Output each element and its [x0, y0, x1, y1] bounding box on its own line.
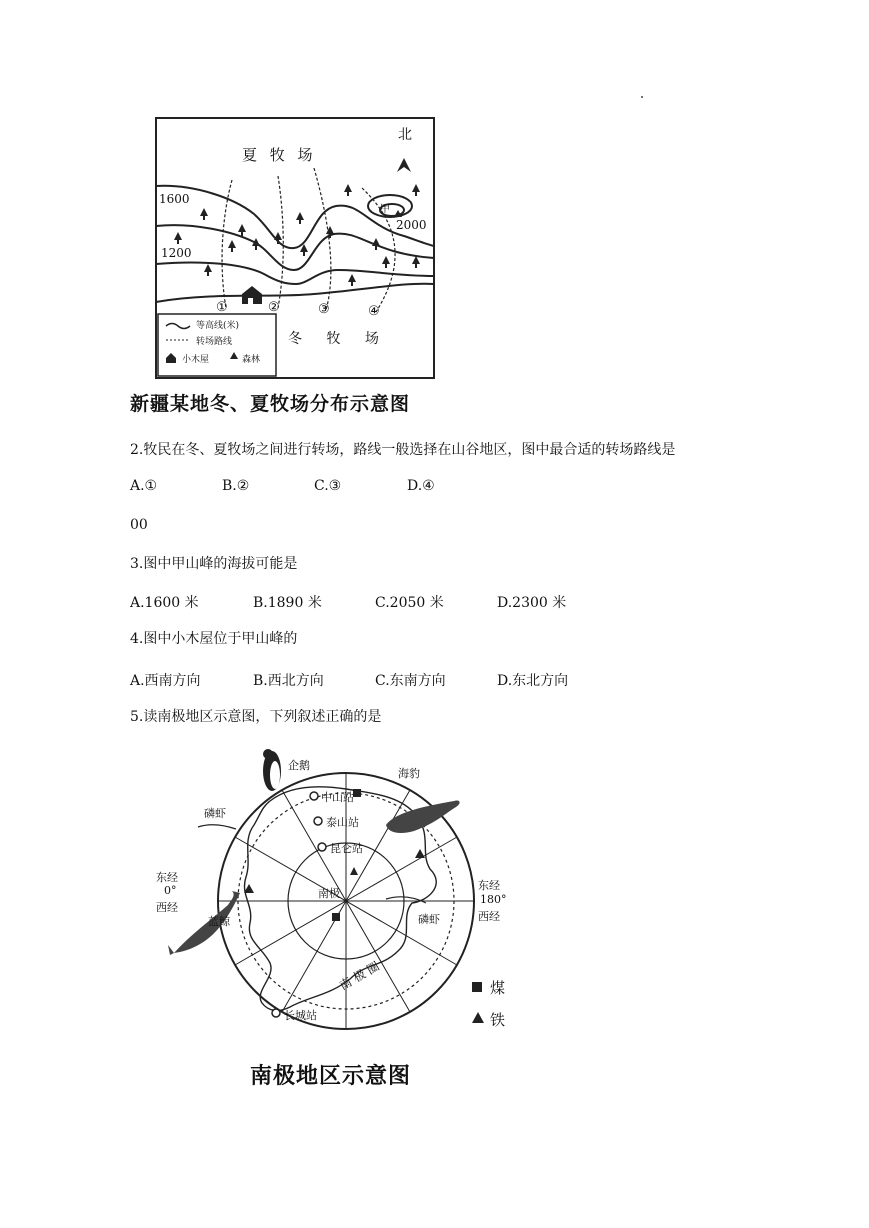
q3-option-d: D.2300 米 — [497, 595, 567, 611]
q4-option-c: C.东南方向 — [375, 673, 446, 689]
krill-icon — [198, 825, 426, 903]
kunlun-station-marker — [318, 843, 326, 851]
antarctic-circle-label: 南 极 圈 — [337, 958, 382, 993]
q4-option-d: D.东北方向 — [497, 673, 569, 689]
figure-pasture-map — [154, 114, 436, 380]
east-longitude-left: 东经 — [156, 871, 178, 884]
stray-dot — [641, 96, 643, 98]
winter-pasture-label: 冬 牧 场 — [288, 331, 389, 347]
iron-symbol — [244, 884, 254, 893]
contour-label-2000: 2000 — [396, 218, 427, 232]
taishan-station-marker — [314, 817, 322, 825]
krill-right-label: 磷虾 — [418, 913, 440, 926]
question-5-stem: 5.读南极地区示意图，下列叙述正确的是 — [130, 709, 382, 725]
taishan-label: 泰山站 — [326, 816, 359, 829]
changcheng-label: 长城站 — [284, 1009, 317, 1022]
zero-degree-label: 0° — [164, 884, 177, 897]
iron-symbol — [415, 849, 425, 858]
seal-label: 海豹 — [398, 767, 420, 780]
question-3-stem: 3.图中甲山峰的海拔可能是 — [130, 556, 298, 572]
q3-option-c: C.2050 米 — [375, 595, 444, 611]
summer-pasture-label: 夏 牧 场 — [242, 146, 317, 164]
q3-option-b: B.1890 米 — [253, 595, 322, 611]
west-longitude-right: 西经 — [478, 910, 500, 923]
zhongshan-label: 中山站 — [321, 791, 354, 804]
route-1-label: ① — [216, 300, 228, 315]
west-longitude-left: 西经 — [156, 901, 178, 914]
changcheng-station-marker — [272, 1009, 280, 1017]
south-pole-label: 南极 — [318, 887, 340, 900]
coal-symbol — [332, 913, 340, 921]
q2-option-a: A.① — [130, 478, 158, 494]
penguin-icon — [263, 749, 281, 791]
north-label: 北 — [398, 127, 412, 143]
legend-route: 转场路线 — [196, 337, 233, 347]
legend-forest: 森林 — [242, 355, 261, 365]
zhongshan-station-marker — [310, 792, 318, 800]
legend-iron: 铁 — [490, 1011, 506, 1029]
q2-option-c: C.③ — [314, 478, 342, 494]
route-2-label: ② — [268, 300, 280, 315]
coal-symbol — [353, 789, 361, 797]
question-4-stem: 4.图中小木屋位于甲山峰的 — [130, 631, 298, 647]
q3-option-a: A.1600 米 — [130, 595, 199, 611]
legend-coal: 煤 — [490, 979, 506, 997]
lon-180-label: 180° — [480, 893, 507, 906]
route-4-label: ④ — [368, 304, 380, 319]
contour-label-1600: 1600 — [159, 192, 190, 206]
route-3-label: ③ — [318, 302, 330, 317]
contour-label-1200: 1200 — [161, 246, 192, 260]
q2-option-b: B.② — [222, 478, 250, 494]
peak-label: 甲 — [380, 204, 390, 215]
question-2-stem: 2.牧民在冬、夏牧场之间进行转场，路线一般选择在山谷地区，图中最合适的转场路线是 — [130, 442, 676, 458]
iron-symbol — [350, 867, 358, 875]
kunlun-label: 昆仑站 — [330, 842, 363, 855]
q4-option-a: A.西南方向 — [130, 673, 201, 689]
stray-text: 00 — [130, 517, 148, 533]
krill-left-label: 磷虾 — [204, 807, 226, 820]
legend-cabin: 小木屋 — [182, 355, 210, 365]
penguin-label: 企鹅 — [288, 759, 310, 772]
legend-contour: 等高线(米) — [196, 321, 240, 331]
east-longitude-right: 东经 — [478, 879, 500, 892]
blue-whale-label: 蓝鲸 — [208, 915, 230, 928]
q4-option-b: B.西北方向 — [253, 673, 324, 689]
q2-option-d: D.④ — [407, 478, 435, 494]
figure2-caption: 南极地区示意图 — [250, 1064, 412, 1089]
figure-antarctic-map — [150, 745, 530, 1045]
figure1-caption: 新疆某地冬、夏牧场分布示意图 — [130, 393, 411, 415]
